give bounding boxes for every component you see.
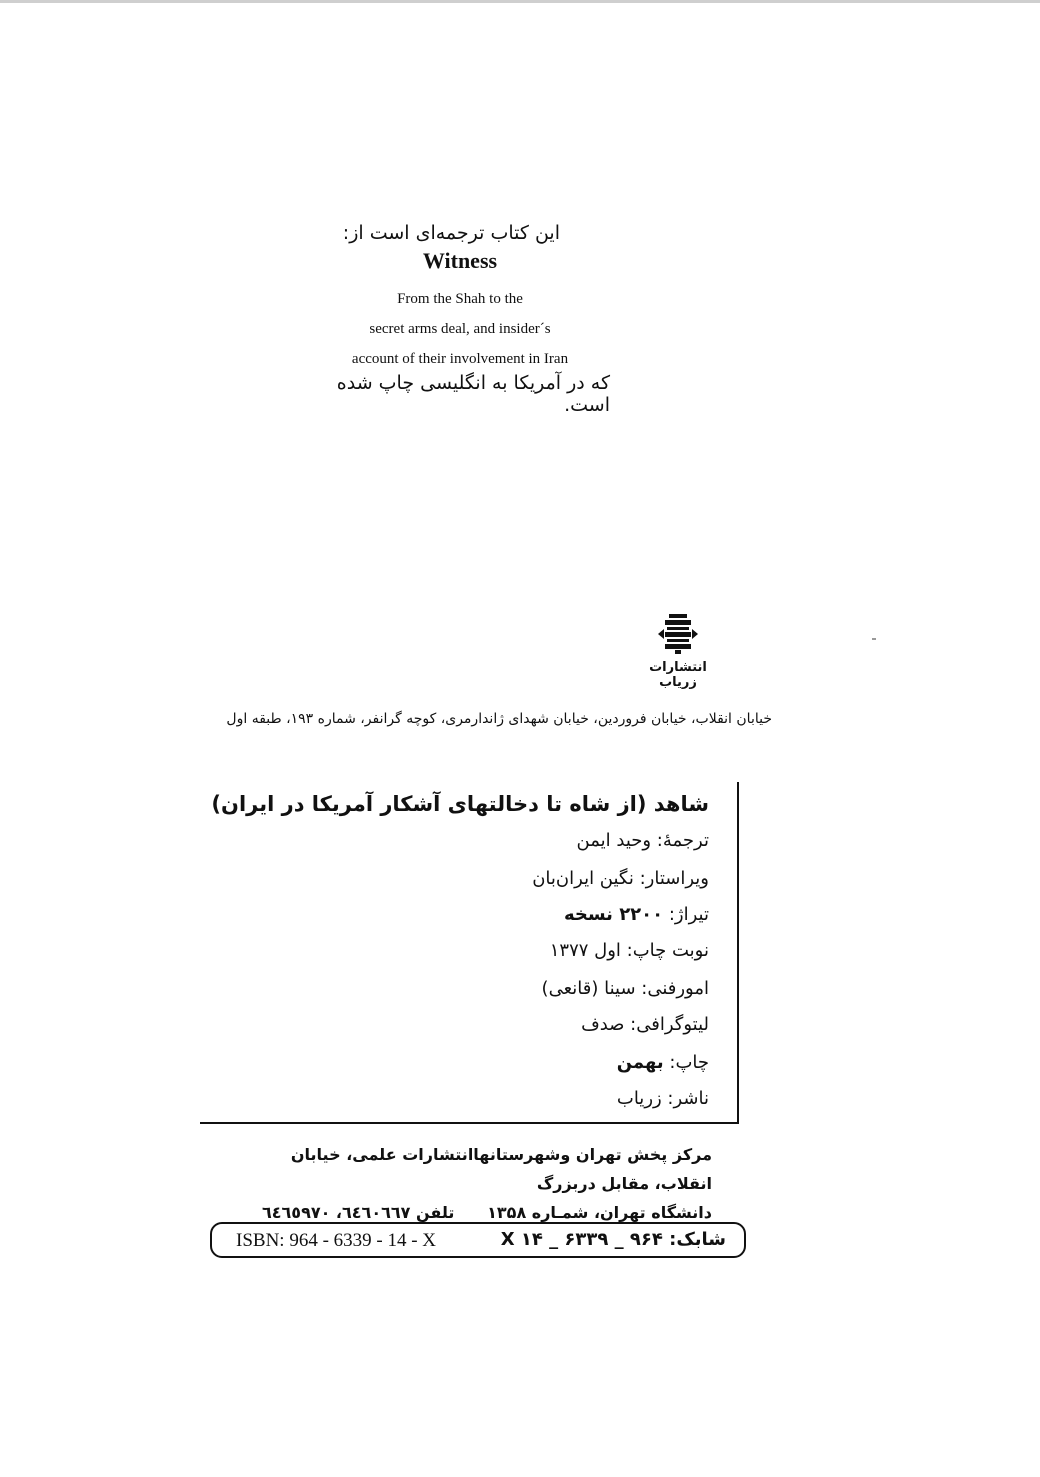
editor-credit: ویراستار: نگین ایران‌بان [532,868,709,889]
publisher-address: خیابان انقلاب، خیابان فروردین، خیابان شهدای ژاندارمری، کوچه گرانفر، شماره ۱۹۳، طبقه اول [226,711,772,727]
distribution-address: دانشگاه تهران، شمـاره ۱۳۵۸ [487,1203,712,1222]
lithography-credit: لیتوگرافی: صدف [581,1014,709,1035]
print-run-label: تیراژ: [663,904,709,925]
scan-speck [872,638,876,640]
print-run-credit [564,904,709,925]
printing-label: چاپ: [663,1052,709,1073]
original-title: Witness [422,248,498,273]
printing-credit [617,1052,709,1073]
original-subtitle [320,284,600,374]
distribution-info [262,1140,712,1227]
published-note: که در آمریکا به انگلیسی چاپ شده است. [336,372,610,416]
subtitle-line: secret arms deal, and insider´s [369,321,551,337]
print-run-value: ۲۲۰۰ نسخه [563,904,664,925]
subtitle-line: From the Shah to the [397,291,523,307]
page-top-rule [0,0,1040,3]
isbn-latin: ISBN: 964 - 6339 - 14 - X [236,1230,437,1251]
translator-credit: ترجمهٔ: وحید ایمن [576,830,709,851]
isbn-box [210,1222,746,1258]
translation-intro: این کتاب ترجمه‌ای است از: [342,222,560,244]
zaryab-publisher-logo-icon [656,612,700,656]
subtitle-line: account of their involvement in Iran [351,351,569,367]
publisher-credit: ناشر: زریاب [616,1088,709,1109]
publisher-logo [640,612,716,690]
publisher-logo-text: انتشارات زریاب [649,660,707,690]
credits-box [200,782,739,1124]
distribution-line: مرکز پخش تهران وشهرستانهاانتشارات علمی، خیابان انقلاب، مقابل دربزرگ [290,1145,712,1193]
book-title: شاهد (از شاه تا دخالتهای آشکار آمریکا در ایران) [211,792,709,816]
technical-credit: امورفنی: سینا (قانعی) [541,978,709,999]
isbn-persian: شابک: X ۱۴ _ ۶۳۳۹ _ ۹۶۴ [500,1229,726,1250]
distribution-phone: تلفن ٦٤٦٠٦٦٧، ٦٤٦٥٩٧٠ [262,1203,455,1222]
edition-credit: نوبت چاپ: اول ۱۳۷۷ [549,940,709,961]
printing-value: بهمن [616,1052,664,1073]
